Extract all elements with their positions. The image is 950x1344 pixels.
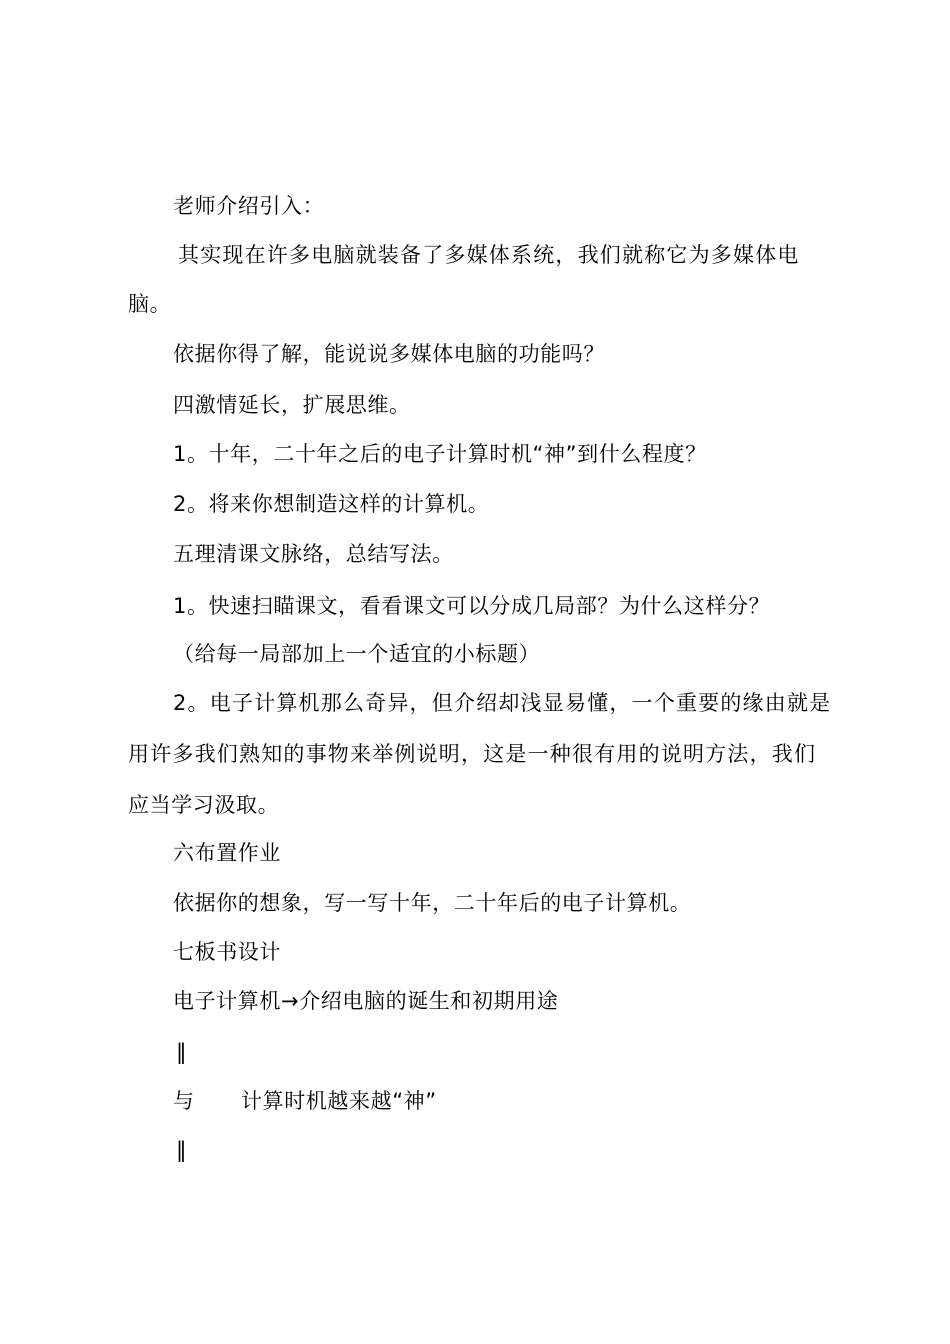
text-line: 应当学习汲取。	[128, 793, 280, 817]
double-bar-symbol: ‖	[176, 1138, 188, 1162]
text-line: 四激情延长，扩展思维。	[173, 393, 411, 417]
text-line: 2。电子计算机那么奇异，但介绍却浅显易懂，一个重要的缘由就是	[173, 691, 832, 715]
text-line: 其实现在许多电脑就装备了多媒体系统，我们就称它为多媒体电	[178, 243, 800, 267]
text-line: 2。将来你想制造这样的计算机。	[173, 492, 490, 516]
double-bar-symbol: ‖	[176, 1040, 188, 1064]
text-line: 与	[173, 1089, 195, 1113]
text-line: 六布置作业	[173, 841, 281, 865]
text-line: 计算时机越来越“神”	[241, 1089, 437, 1113]
text-line: 依据你的想象，写一写十年，二十年后的电子计算机。	[173, 891, 692, 915]
text-line: 七板书设计	[173, 940, 281, 964]
text-line: 电子计算机→介绍电脑的诞生和初期用途	[173, 989, 559, 1013]
text-line: 五理清课文脉络，总结写法。	[173, 542, 454, 566]
text-line: 1。快速扫瞄课文，看看课文可以分成几局部？为什么这样分？	[173, 594, 771, 618]
text-line: （给每一局部加上一个适宜的小标题）	[173, 642, 541, 666]
text-line: 老师介绍引入：	[173, 194, 325, 218]
text-line: 1。十年，二十年之后的电子计算时机“神”到什么程度？	[173, 442, 707, 466]
text-line: 用许多我们熟知的事物来举例说明，这是一种很有用的说明方法，我们	[128, 742, 817, 766]
text-line: 依据你得了解，能说说多媒体电脑的功能吗？	[173, 342, 605, 366]
text-line: 脑。	[128, 292, 172, 316]
